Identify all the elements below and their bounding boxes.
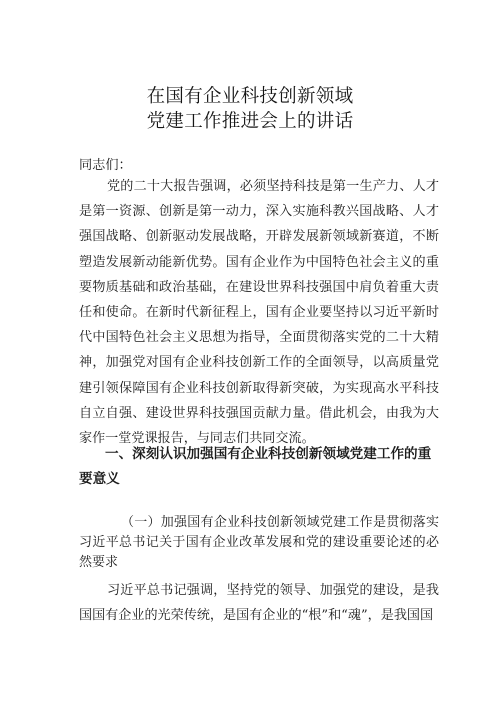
- document-title-line-1: 在国有企业科技创新领域: [146, 86, 354, 107]
- salutation: 同志们：: [79, 158, 132, 173]
- subsection-heading-1: （一）加强国有企业科技创新领域党建工作是贯彻落实习近平总书记关于国有企业改革发展和党的建设重要论述的必然要求: [79, 515, 439, 570]
- body-paragraph-intro: 党的二十大报告强调，必须坚持科技是第一生产力、人才是第一资源、创新是第一动力，深入实施科教兴国战略、人才强国战略、创新驱动发展战略，开辟发展新领域新赛道，不断塑造发展新动能新优势。国有企业作为中国特色社会主义的重要物质基础和政治基础，在建设世界科技强国中肩负着重大责任和使命。在新时代新征程上，国有企业要坚持以习近平新时代中国特色社会主义思想为指导，全面贯彻落实党的二十大精神，加强党对国有企业科技创新工作的全面领导，以高质量党建引领保障国有企业科技创新取得新突破，为实现高水平科技自立自强、建设世界科技强国贡献力量。借此机会，由我为大家作一堂党课报告，与同志们共同交流。: [79, 179, 439, 447]
- body-paragraph-section-1: 习近平总书记强调，坚持党的领导、加强党的建设，是我国国有企业的光荣传统，是国有企业的“根”和“魂”，是我国国: [79, 583, 439, 624]
- section-heading-1: 一、深刻认识加强国有企业科技创新领域党建工作的重要意义: [79, 446, 432, 487]
- document-title-line-2: 党建工作推进会上的讲话: [146, 111, 354, 132]
